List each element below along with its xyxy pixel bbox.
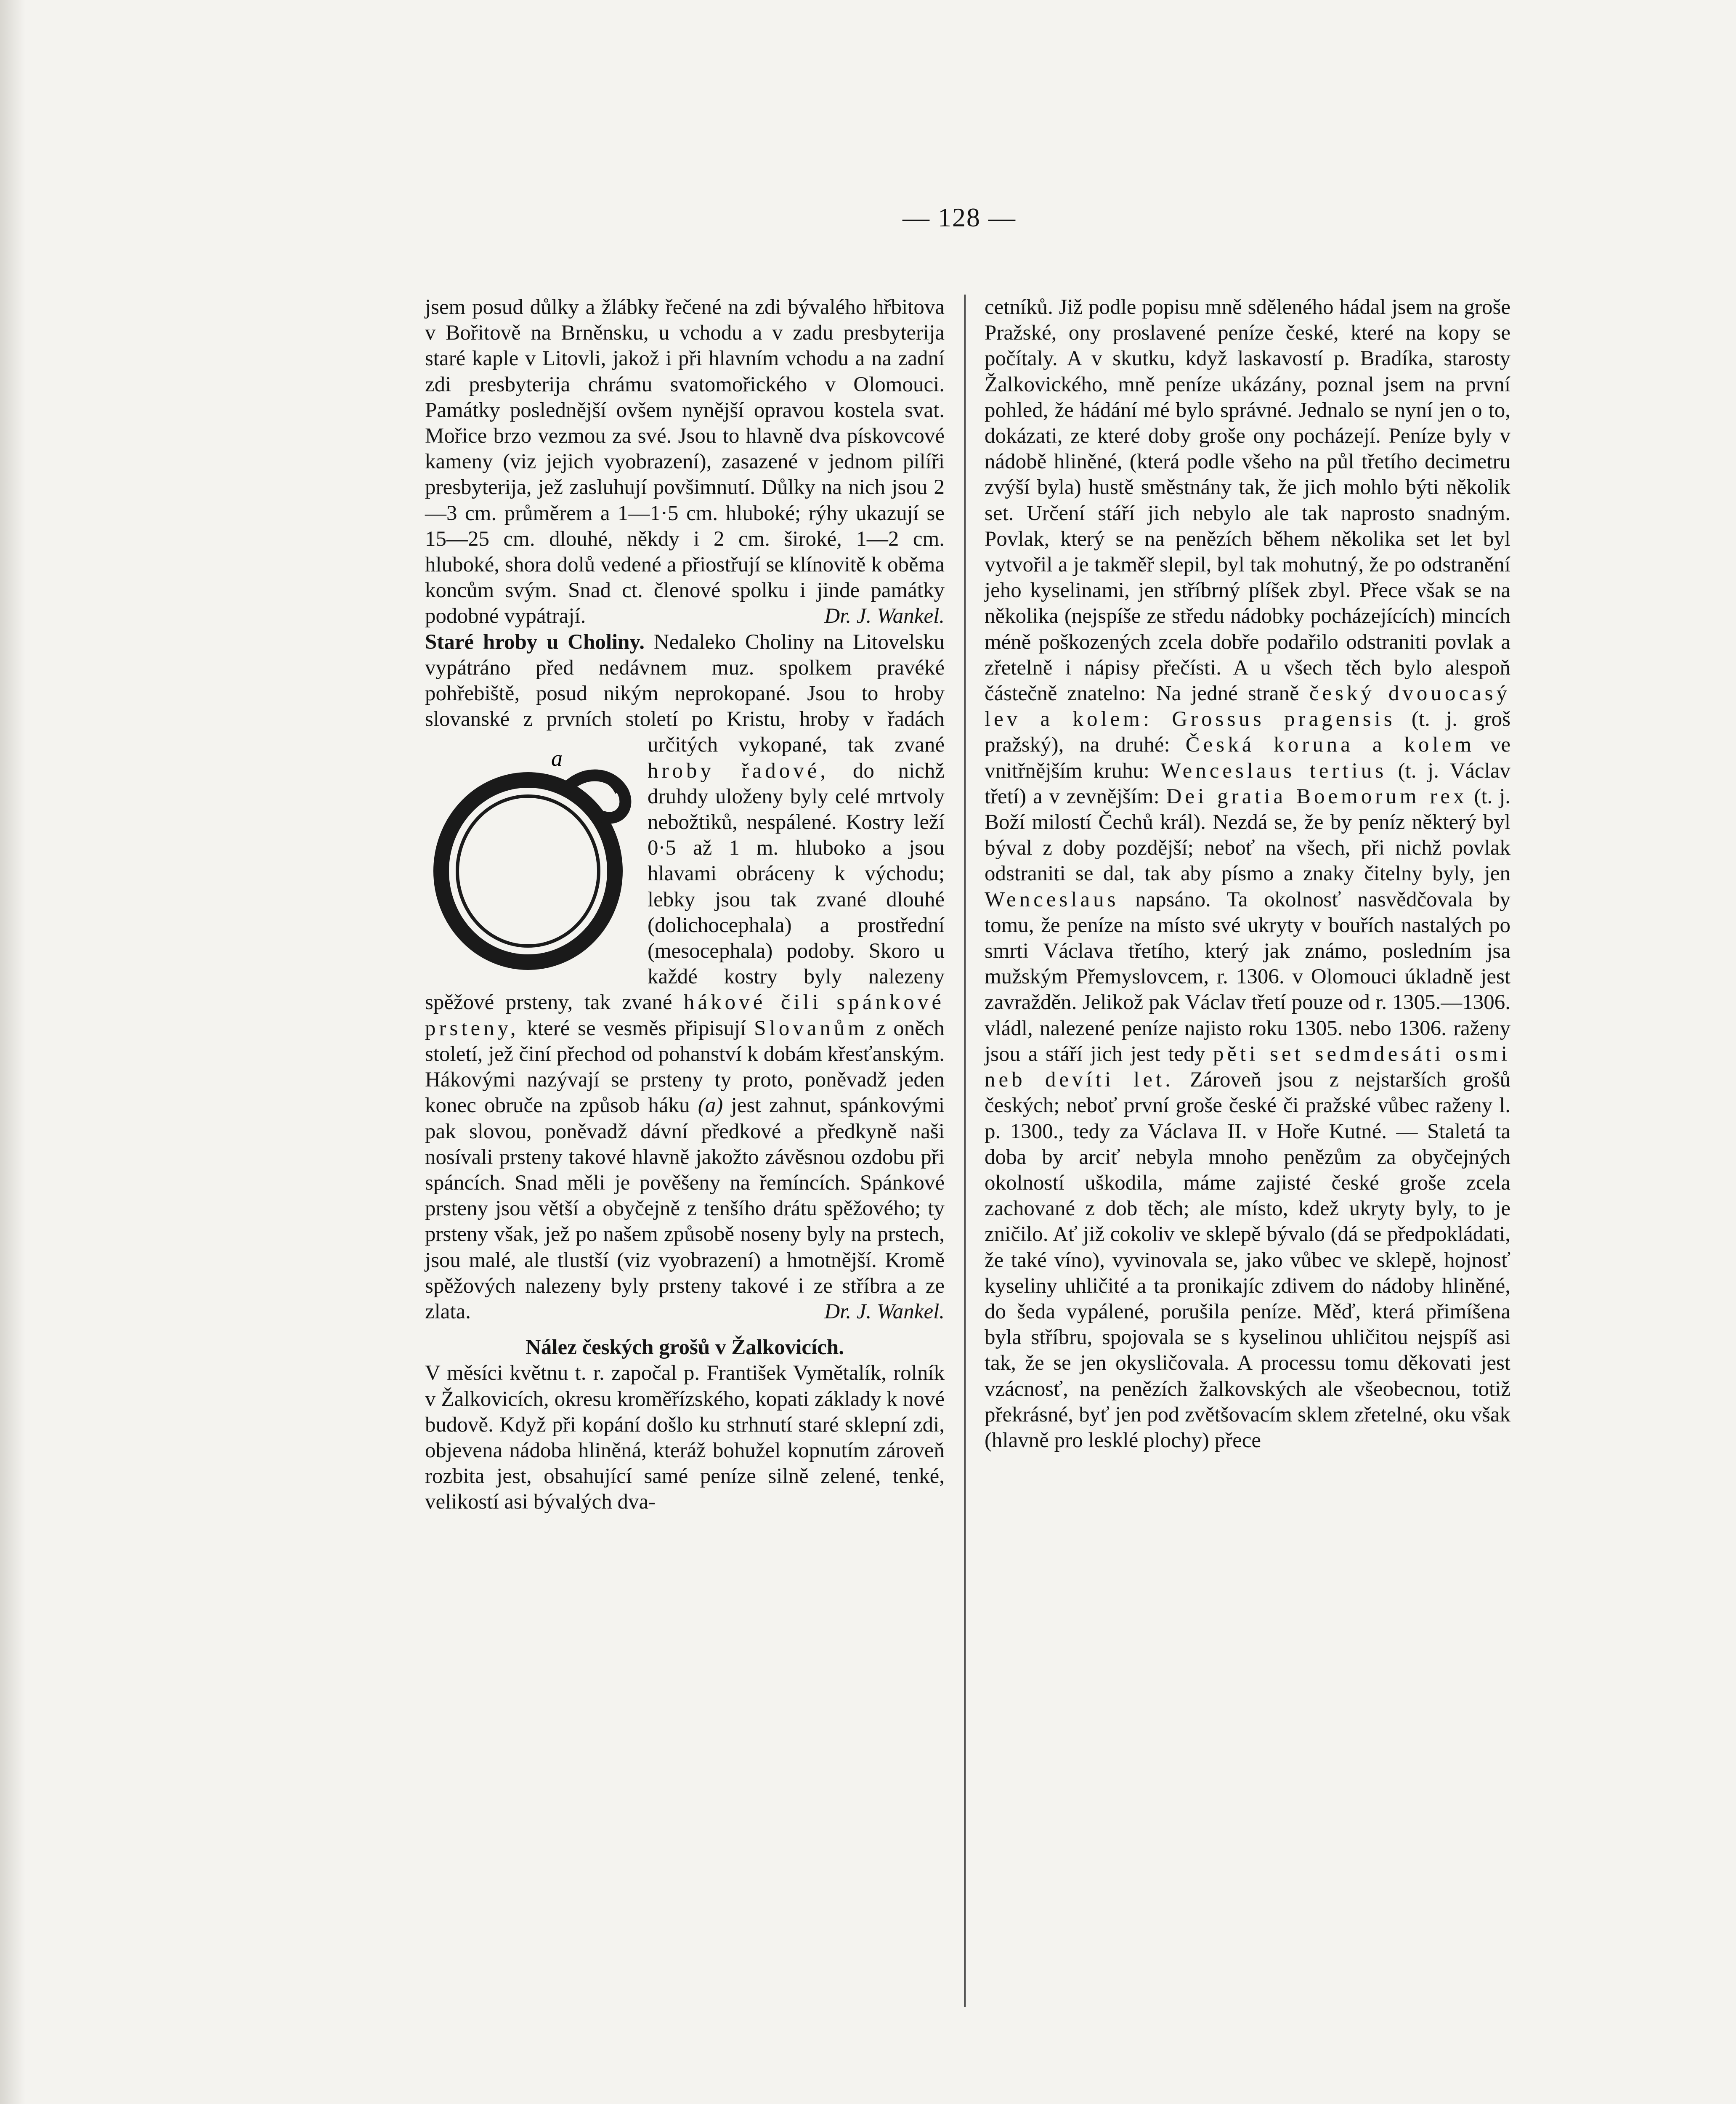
figure-reference: (a) [698,1094,723,1118]
paragraph-text: cetníků. Již podle popisu mně sděleného hádal jsem na groše Pražské, ony proslavené peníze české, které na kopy se počítaly. A v skutku, když laskavostí p. Bradíka, starosty Žalkovického, mně peníze ukázány, poznal jsem na první pohled, že hádání mé bylo správné. Jednalo se nyní jen o to, dokázati, ze které doby groše ony pocházejí. Peníze byly v nádobě hliněné, (která podle všeho na půl třetího decimetru zvýší byla) hustě směstnány tak, že jich mohlo býti několik set. Určení stáří jich nebylo ale tak naprosto snadným. Povlak, který se na penězích během několika set let byl vytvořil a je takměř slepil, byl tak mohutný, že po odstranění jeho kyselinami, jen stříbrný plíšek zbyl. Přece však se na několika (nejspíše ze středu nádobky pocházejících) mincích méně poškozených zcela dobře podařilo odstraniti povlak a zřetelně i nápisy přečísti. A u všech těch bylo alespoň částečně znatelno: Na jedné straně [985,295,1510,706]
figure-label: a [551,746,563,771]
paragraph-text: do nichž druhdy uloženy byly celé mrtvoly nebožtiků, nespálené. Kostry leží 0·5 až 1 m. hluboko a jsou hlavami obráceny k východu; lebky jsou tak zvané dlouhé (dolichocephala) a prostřední (mesocephala) podoby. Skoro u každé kostry byly nalezeny spěžové prsteny, tak zvané [425,759,945,1015]
spaced-text: pěti set sedmdesáti osmi neb devíti let. [985,1042,1511,1092]
section-title-zalkovice: Nález českých grošů v Žalkovicích. [526,1336,844,1360]
paragraph-text: z oněch století, jež činí přechod od pohanství k dobám křesťanským. Hákovými nazývají se prsteny ty proto, poněvadž jeden konec obruče na způsob háku [425,1016,945,1118]
temple-ring-figure [425,745,637,974]
spaced-text: Wenceslaus tertius [1160,759,1387,783]
spaced-text: Dei gratia Boemorum rex [1166,784,1468,808]
paragraph-text: (t. j. groš pražský), na druhé: [985,707,1511,757]
author-signature: Dr. J. Wankel. [824,1299,945,1323]
spaced-text: hroby řadové, [648,759,829,783]
column-divider [964,295,966,2007]
ring-illustration [425,745,637,974]
paragraph-text: ve vnitřnějším kruhu: [985,733,1511,783]
paragraph-text: Zároveň jsou z nejstarších grošů českých; neboť první groše české či pražské vůbec raženy l. p. 1300., tedy za Václava II. v Hoře Kutné. — Staletá ta doba by arciť nebyla mnoho penězům za obyčejných okolností uškodila, máme zajisté české groše zcela zachované z dob těch; ale místo, kdež ukryty byly, to je zničilo. Ať již cokoliv ve sklepě bývalo (dá se předpokládati, že také víno), vyvinovala se, jako vůbec ve sklepě, hojnosť kyseliny uhličité a ta pronikajíc zdivem do nádoby hliněné, do šeda vypálené, porušila peníze. Měď, která přimíšena byla stříbru, spojovala se s kyselinou uhličitou nejspíš asi tak, že se jen okysličovala. A processu tomu děkovati jest vzácnosť, na penězích žalkovských ale všeobecnou, totiž překrásné, byť jen pod zvětšovacím sklem zřetelné, oku však (hlavně pro lesklé plochy) přece [985,1068,1510,1452]
spaced-text: český dvouocasý lev a kolem: Grossus pragensis [985,682,1511,731]
spaced-text: hákové čili spánkové prsteny, [425,991,945,1040]
paragraph-text: které se vesměs připisují [527,1016,746,1040]
paragraph-text: Nedaleko Choliny na Litovelsku vypátráno před nedávnem muz. spolkem pravéké pohřebiště, posud nikým neprokopané. Jsou to hroby slovanské z prvních století po Kristu, hroby v řadách určitých vykopané, tak zvané [425,630,945,757]
paragraph-text: (t. j. Václav třetí) a v zevnějším: [985,759,1510,808]
spaced-text: Wenceslaus [985,887,1119,911]
author-signature: Dr. J. Wankel. [824,604,945,628]
page-edge-shadow [0,0,25,2104]
spaced-text: Slovanům [754,1016,868,1040]
paragraph-text: V měsíci květnu t. r. započal p. František Vymětalík, rolník v Žalkovicích, okresu kroměřízského, kopati základy k nové budově. Když při kopání došlo ku strhnutí staré sklepní zdi, objevena nádoba hliněná, kteráž bohužel kopnutím zároveň rozbita jest, obsahující samé peníze silně zelené, tenké, velikostí asi bývalých dva- [425,1361,945,1514]
paragraph-text: jest zahnut, spánkovými pak slovou, poněvadž dávní předkové a předkyně naši nosívali prsteny takové hlavně jakožto závěsnou ozdobu při spáncích. Snad měli je pověšeny na řemíncích. Spánkové prsteny jsou větší a obyčejně z tenšího drátu spěžového; ty prsteny však, jež po našem způsobě noseny byly na prstech, jsou malé, ale tlustší (viz vyobrazení) a hmotnější. Kromě spěžových nalezeny byly prsteny takové i ze stříbra a ze zlata. [425,1094,945,1323]
section-title-choliny: Staré hroby u Choliny. [425,630,645,654]
spaced-text: Česká koruna a kolem [1185,733,1475,757]
paragraph-grose [985,295,1510,1453]
paragraph-text: (t. j. Boží milostí Čechů král). Nezdá se, že by peníz některý byl býval z doby pozdější; neboť na všech, při nichž povlak odstraniti se dal, tak aby písmo a znaky čitelny byly, jen [985,784,1511,886]
paragraph-text: napsáno. Ta okolnosť nasvědčovala by tomu, že peníze na místo své ukryty v bouřích nastalých po smrti Václava třetího, který jak známo, posledním jsa mužským Přemyslovcem, r. 1306. v Olomouci úkladně jest zavražděn. Jelikož pak Václav třetí pouze od r. 1305.—1306. vládl, nalezené peníze najisto roku 1305. nebo 1306. raženy jsou a stáří jich jest tedy [985,887,1510,1066]
left-column [425,295,945,1515]
right-column [985,295,1510,1453]
page-number: — 128 — [903,202,1016,232]
section-choliny [425,630,945,1325]
paragraph-boritov-marks [425,295,945,630]
section-zalkovice [425,1360,945,1515]
paragraph-text: jsem posud důlky a žlábky řečené na zdi bývalého hřbitova v Bořitově na Brněnsku, u vchodu a v zadu presbyterija staré kaple v Litovli, jakož i při hlavním vchodu a na zadní zdi presbyterija chrámu svatomořického v Olomouci. Památky poslednější ovšem nynější opravou kostela svat. Mořice brzo vezmou za své. Jsou to hlavně dva pískovcové kameny (viz jejich vyobrazení), zasazené v jednom pilíři presbyterija, jež zasluhují povšimnutí. Důlky na nich jsou 2—3 cm. průměrem a 1—1·5 cm. hluboké; rýhy ukazují se 15—25 cm. dlouhé, někdy i 2 cm. široké, 1—2 cm. hluboké, shora dolů vedené a přiostřují se klínovitě k oběma koncům svým. Snad ct. členové spolku i jinde památky podobné vypátrají. [425,295,945,628]
